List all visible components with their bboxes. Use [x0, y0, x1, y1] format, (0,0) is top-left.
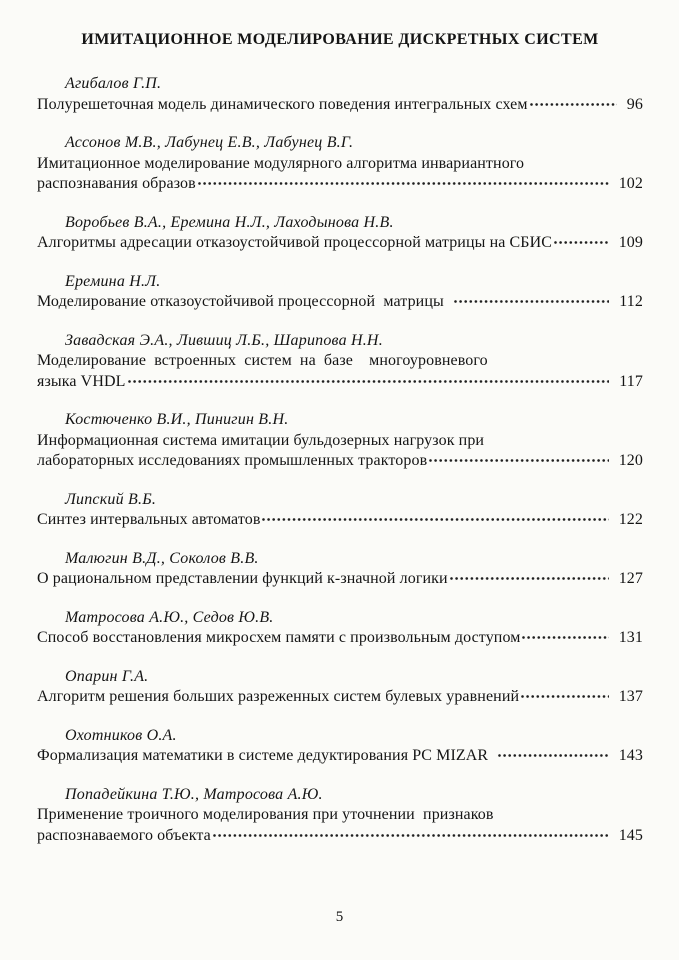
entry-title-text: языка VHDL — [37, 372, 126, 390]
entry-title-text: Алгоритм решения больших разреженных систем булевых уравнений — [37, 688, 520, 705]
toc-entry — [37, 74, 643, 115]
entry-title-line — [37, 292, 643, 313]
entry-title-line — [37, 95, 643, 116]
entry-page-number: 145 — [618, 826, 643, 844]
entry-title-line — [37, 826, 643, 847]
entry-title-text: Применение троичного моделирования при уточнении признаков — [37, 806, 494, 823]
toc-entry — [37, 726, 643, 767]
entry-page-number: 137 — [618, 688, 643, 705]
entry-title-text: Способ восстановления микросхем памяти с произвольным доступом — [37, 629, 521, 646]
entry-authors: Попадейкина Т.Ю., Матросова А.Ю. — [65, 785, 323, 803]
page-title: ИМИТАЦИОННОЕ МОДЕЛИРОВАНИЕ ДИСКРЕТНЫХ СИСТЕМ — [81, 31, 599, 48]
entry-page-number: 102 — [618, 175, 643, 192]
entry-page-number: 131 — [618, 629, 643, 646]
entry-title-text: распознавания образов — [37, 175, 196, 192]
entry-authors: Охотников О.А. — [65, 726, 177, 744]
entry-title-text: Информационная система имитации бульдозерных нагрузок при — [37, 431, 485, 449]
page-number: 5 — [335, 909, 344, 925]
entry-page-number: 112 — [619, 293, 643, 310]
entry-authors: Малюгин В.Д., Соколов В.В. — [65, 549, 259, 567]
entry-page-number: 127 — [618, 570, 643, 587]
entry-page-number: 109 — [618, 234, 643, 251]
entry-title-line — [37, 372, 643, 393]
entry-title-line — [37, 687, 643, 708]
entry-authors: Воробьев В.А., Еремина Н.Л., Лаходынова Н.В. — [65, 213, 394, 231]
entry-page-number: 122 — [618, 511, 643, 528]
entry-title-line — [37, 233, 643, 254]
toc-entry — [37, 490, 643, 531]
entry-title-text: лабораторных исследованиях промышленных тракторов — [37, 452, 428, 469]
entry-title-line — [37, 628, 643, 649]
entry-title-line — [37, 510, 643, 531]
entry-authors: Ассонов М.В., Лабунец Е.В., Лабунец В.Г. — [65, 134, 354, 151]
entry-page-number: 120 — [618, 452, 643, 469]
entry-authors: Липский В.Б. — [65, 490, 157, 508]
entry-title-text: Полурешеточная модель динамического поведения интегральных схем — [37, 95, 528, 113]
entry-title-line — [37, 174, 643, 195]
entry-title-text: Моделирование отказоустойчивой процессорной матрицы — [37, 293, 453, 310]
entry-title-text: Синтез интервальных автоматов — [37, 511, 261, 528]
entry-authors: Матросова А.Ю., Седов Ю.В. — [65, 608, 274, 626]
toc-entry — [37, 549, 643, 590]
toc-entry — [37, 785, 643, 847]
entry-title-text: Имитационное моделирование модулярного алгоритма инвариантного — [37, 154, 525, 172]
entry-authors: Агибалов Г.П. — [65, 75, 162, 92]
entry-page-number: 96 — [626, 95, 643, 113]
toc-entry — [37, 272, 643, 313]
entry-page-number: 143 — [618, 747, 643, 764]
entry-authors: Костюченко В.И., Пинигин В.Н. — [65, 411, 289, 428]
toc-entry — [37, 608, 643, 649]
entry-page-number: 117 — [619, 372, 643, 390]
entry-title-line — [37, 805, 643, 826]
entry-title-text: О рациональном представлении функций к-значной логики — [37, 570, 448, 587]
entry-title-text: Формализация математики в системе дедуктирования PC MIZAR — [37, 747, 497, 764]
entry-title-text: распознаваемого объекта — [37, 826, 211, 844]
entry-title-line — [37, 154, 643, 175]
toc-entry — [37, 213, 643, 254]
toc-entry — [37, 667, 643, 708]
entry-title-line — [37, 746, 643, 767]
toc-entry — [37, 133, 643, 195]
entry-authors: Завадская Э.А., Лившиц Л.Б., Шарипова Н.Н. — [65, 331, 383, 349]
entry-title-line — [37, 351, 643, 372]
entry-title-text: Алгоритмы адресации отказоустойчивой процессорной матрицы на СБИС — [37, 234, 553, 251]
toc-entry — [37, 410, 643, 472]
toc-entry — [37, 331, 643, 393]
entry-title-text: Моделирование встроенных систем на базе многоуровневого — [37, 352, 488, 369]
entry-title-line — [37, 569, 643, 590]
entry-authors: Еремина Н.Л. — [65, 272, 161, 290]
entry-title-line — [37, 451, 643, 472]
entry-title-line — [37, 431, 643, 452]
entry-authors: Опарин Г.А. — [65, 667, 149, 685]
